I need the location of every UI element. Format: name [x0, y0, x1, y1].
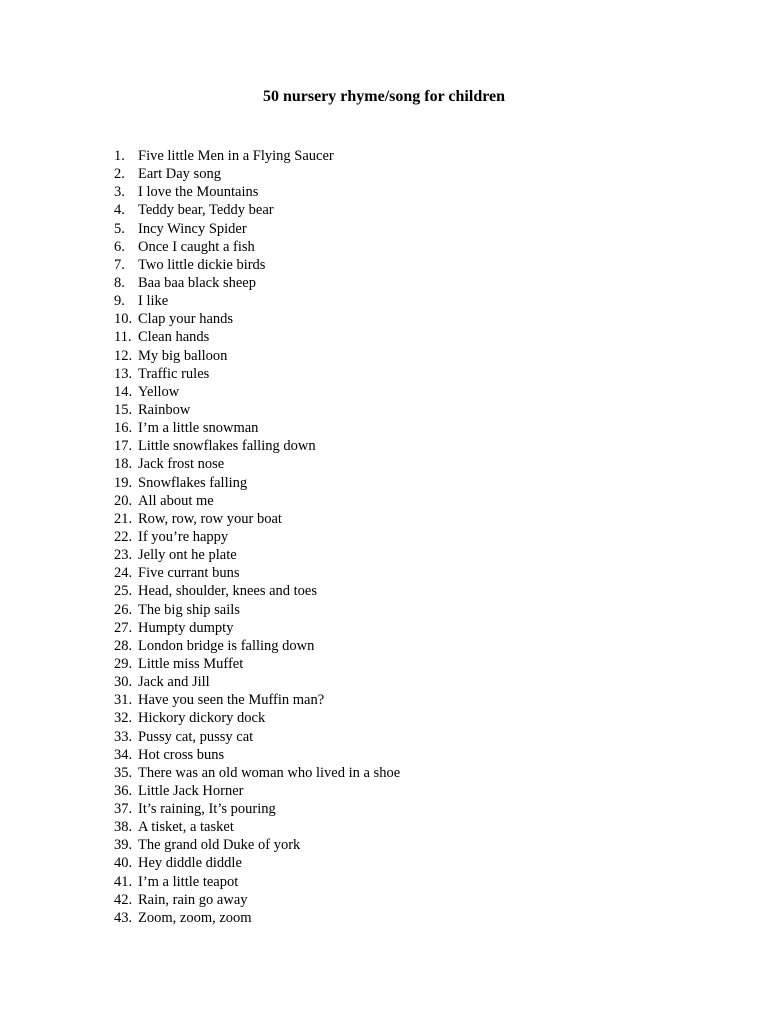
- list-item-text: My big balloon: [138, 347, 228, 364]
- list-item-number: 6.: [114, 238, 125, 255]
- list-item: [114, 673, 400, 691]
- list-item: [114, 292, 400, 310]
- list-item-number: 39.: [114, 837, 133, 854]
- list-item-number: 42.: [114, 891, 133, 908]
- list-item-text: Clap your hands: [138, 311, 234, 328]
- list-item-number: 35.: [114, 764, 133, 781]
- list-item-number: 8.: [114, 274, 125, 291]
- list-item-text: Little snowflakes falling down: [138, 438, 316, 455]
- list-item: [114, 782, 400, 800]
- list-item: [114, 238, 400, 256]
- rhyme-list: [114, 147, 400, 927]
- list-item-text: Baa baa black sheep: [138, 274, 256, 291]
- list-item-number: 34.: [114, 746, 133, 763]
- list-item: [114, 147, 400, 165]
- list-item-text: I like: [138, 293, 169, 310]
- list-item-text: Jelly ont he plate: [138, 547, 237, 564]
- list-item-text: Eart Day song: [138, 166, 221, 183]
- list-item-text: Hot cross buns: [138, 746, 225, 763]
- list-item-number: 21.: [114, 510, 133, 527]
- list-item-text: Yellow: [138, 383, 180, 400]
- list-item-text: Teddy bear, Teddy bear: [138, 202, 274, 219]
- list-item-number: 32.: [114, 710, 133, 727]
- list-item-text: I’m a little teapot: [138, 873, 239, 890]
- list-item-text: Humpty dumpty: [138, 619, 234, 636]
- list-item: [114, 401, 400, 419]
- list-item-text: Snowflakes falling: [138, 474, 248, 491]
- list-item: [114, 474, 400, 492]
- list-item: [114, 347, 400, 365]
- list-item: [114, 619, 400, 637]
- list-item-number: 13.: [114, 365, 133, 382]
- list-item-number: 1.: [114, 148, 125, 164]
- list-item-number: 29.: [114, 655, 133, 672]
- list-item-text: If you’re happy: [138, 528, 229, 545]
- list-item-text: Hickory dickory dock: [138, 710, 266, 727]
- list-item-text: Five little Men in a Flying Saucer: [138, 148, 334, 164]
- list-item-number: 26.: [114, 601, 133, 618]
- list-item: [114, 582, 400, 600]
- list-item-text: A tisket, a tasket: [138, 819, 234, 836]
- list-item-text: Two little dickie birds: [138, 256, 266, 273]
- list-item: [114, 274, 400, 292]
- list-item-text: Little Jack Horner: [138, 782, 244, 799]
- list-item-text: The grand old Duke of york: [138, 837, 301, 854]
- list-item-text: I love the Mountains: [138, 184, 259, 201]
- list-item-text: The big ship sails: [138, 601, 240, 618]
- list-item-number: 37.: [114, 801, 133, 818]
- list-item: [114, 328, 400, 346]
- list-item: [114, 891, 400, 909]
- list-item: [114, 836, 400, 854]
- list-item-number: 38.: [114, 819, 133, 836]
- list-item-number: 28.: [114, 637, 133, 654]
- list-item: [114, 764, 400, 782]
- list-item-number: 41.: [114, 873, 133, 890]
- list-item-number: 20.: [114, 492, 133, 509]
- list-item-text: Once I caught a fish: [138, 238, 255, 255]
- list-item-text: Hey diddle diddle: [138, 855, 242, 872]
- list-item-number: 22.: [114, 528, 133, 545]
- list-item-number: 18.: [114, 456, 133, 473]
- list-item-number: 7.: [114, 256, 125, 273]
- list-item-text: All about me: [138, 492, 214, 509]
- list-item: [114, 365, 400, 383]
- list-item-number: 2.: [114, 166, 125, 183]
- list-item: [114, 854, 400, 872]
- list-item-text: Incy Wincy Spider: [138, 220, 247, 237]
- list-item-number: 12.: [114, 347, 133, 364]
- list-item: [114, 383, 400, 401]
- list-item-number: 43.: [114, 909, 133, 926]
- list-item: [114, 528, 400, 546]
- list-item: [114, 510, 400, 528]
- list-item-number: 10.: [114, 311, 133, 328]
- list-item-number: 27.: [114, 619, 133, 636]
- list-item-number: 5.: [114, 220, 125, 237]
- list-item-number: 33.: [114, 728, 133, 745]
- list-item-text: Traffic rules: [138, 365, 210, 382]
- list-item-number: 14.: [114, 383, 133, 400]
- list-item-text: Rain, rain go away: [138, 891, 248, 908]
- list-item-text: There was an old woman who lived in a shoe: [138, 764, 401, 781]
- list-item: [114, 909, 400, 927]
- list-item: [114, 746, 400, 764]
- list-item: [114, 419, 400, 437]
- list-item-text: Zoom, zoom, zoom: [138, 909, 252, 926]
- list-item-text: Have you seen the Muffin man?: [138, 692, 325, 709]
- list-item-number: 4.: [114, 202, 125, 219]
- list-item: [114, 637, 400, 655]
- list-item-text: Row, row, row your boat: [138, 510, 282, 527]
- list-item: [114, 165, 400, 183]
- list-item: [114, 873, 400, 891]
- list-item-number: 9.: [114, 293, 125, 310]
- list-item-text: Clean hands: [138, 329, 210, 346]
- list-item-number: 23.: [114, 547, 133, 564]
- list-item-number: 11.: [114, 329, 132, 346]
- list-item-number: 40.: [114, 855, 133, 872]
- list-item: [114, 183, 400, 201]
- list-item: [114, 691, 400, 709]
- list-item-text: Pussy cat, pussy cat: [138, 728, 254, 745]
- list-item-number: 36.: [114, 782, 133, 799]
- list-item: [114, 437, 400, 455]
- page-title: 50 nursery rhyme/song for children: [262, 88, 506, 105]
- list-item: [114, 564, 400, 582]
- list-item: [114, 800, 400, 818]
- list-item-number: 17.: [114, 438, 133, 455]
- list-item: [114, 728, 400, 746]
- list-item: [114, 492, 400, 510]
- list-item: [114, 220, 400, 238]
- list-item: [114, 310, 400, 328]
- list-item-text: Head, shoulder, knees and toes: [138, 583, 318, 600]
- list-item-text: Rainbow: [138, 401, 191, 418]
- list-item-text: Jack and Jill: [138, 674, 210, 691]
- list-item: [114, 601, 400, 619]
- list-item-number: 30.: [114, 674, 133, 691]
- list-item-number: 24.: [114, 565, 133, 582]
- list-item-number: 3.: [114, 184, 125, 201]
- list-item: [114, 818, 400, 836]
- list-item-number: 25.: [114, 583, 133, 600]
- list-item-number: 19.: [114, 474, 133, 491]
- list-item-text: Five currant buns: [138, 565, 240, 582]
- list-item: [114, 256, 400, 274]
- list-item-text: Little miss Muffet: [138, 655, 244, 672]
- list-item: [114, 455, 400, 473]
- list-item-text: London bridge is falling down: [138, 637, 315, 654]
- list-item-text: It’s raining, It’s pouring: [138, 801, 276, 818]
- list-item-number: 15.: [114, 401, 133, 418]
- list-item-text: Jack frost nose: [138, 456, 225, 473]
- list-item: [114, 546, 400, 564]
- list-item: [114, 201, 400, 219]
- list-item-number: 31.: [114, 692, 133, 709]
- list-item-text: I’m a little snowman: [138, 420, 259, 437]
- list-item-number: 16.: [114, 420, 133, 437]
- list-item: [114, 709, 400, 727]
- list-item: [114, 655, 400, 673]
